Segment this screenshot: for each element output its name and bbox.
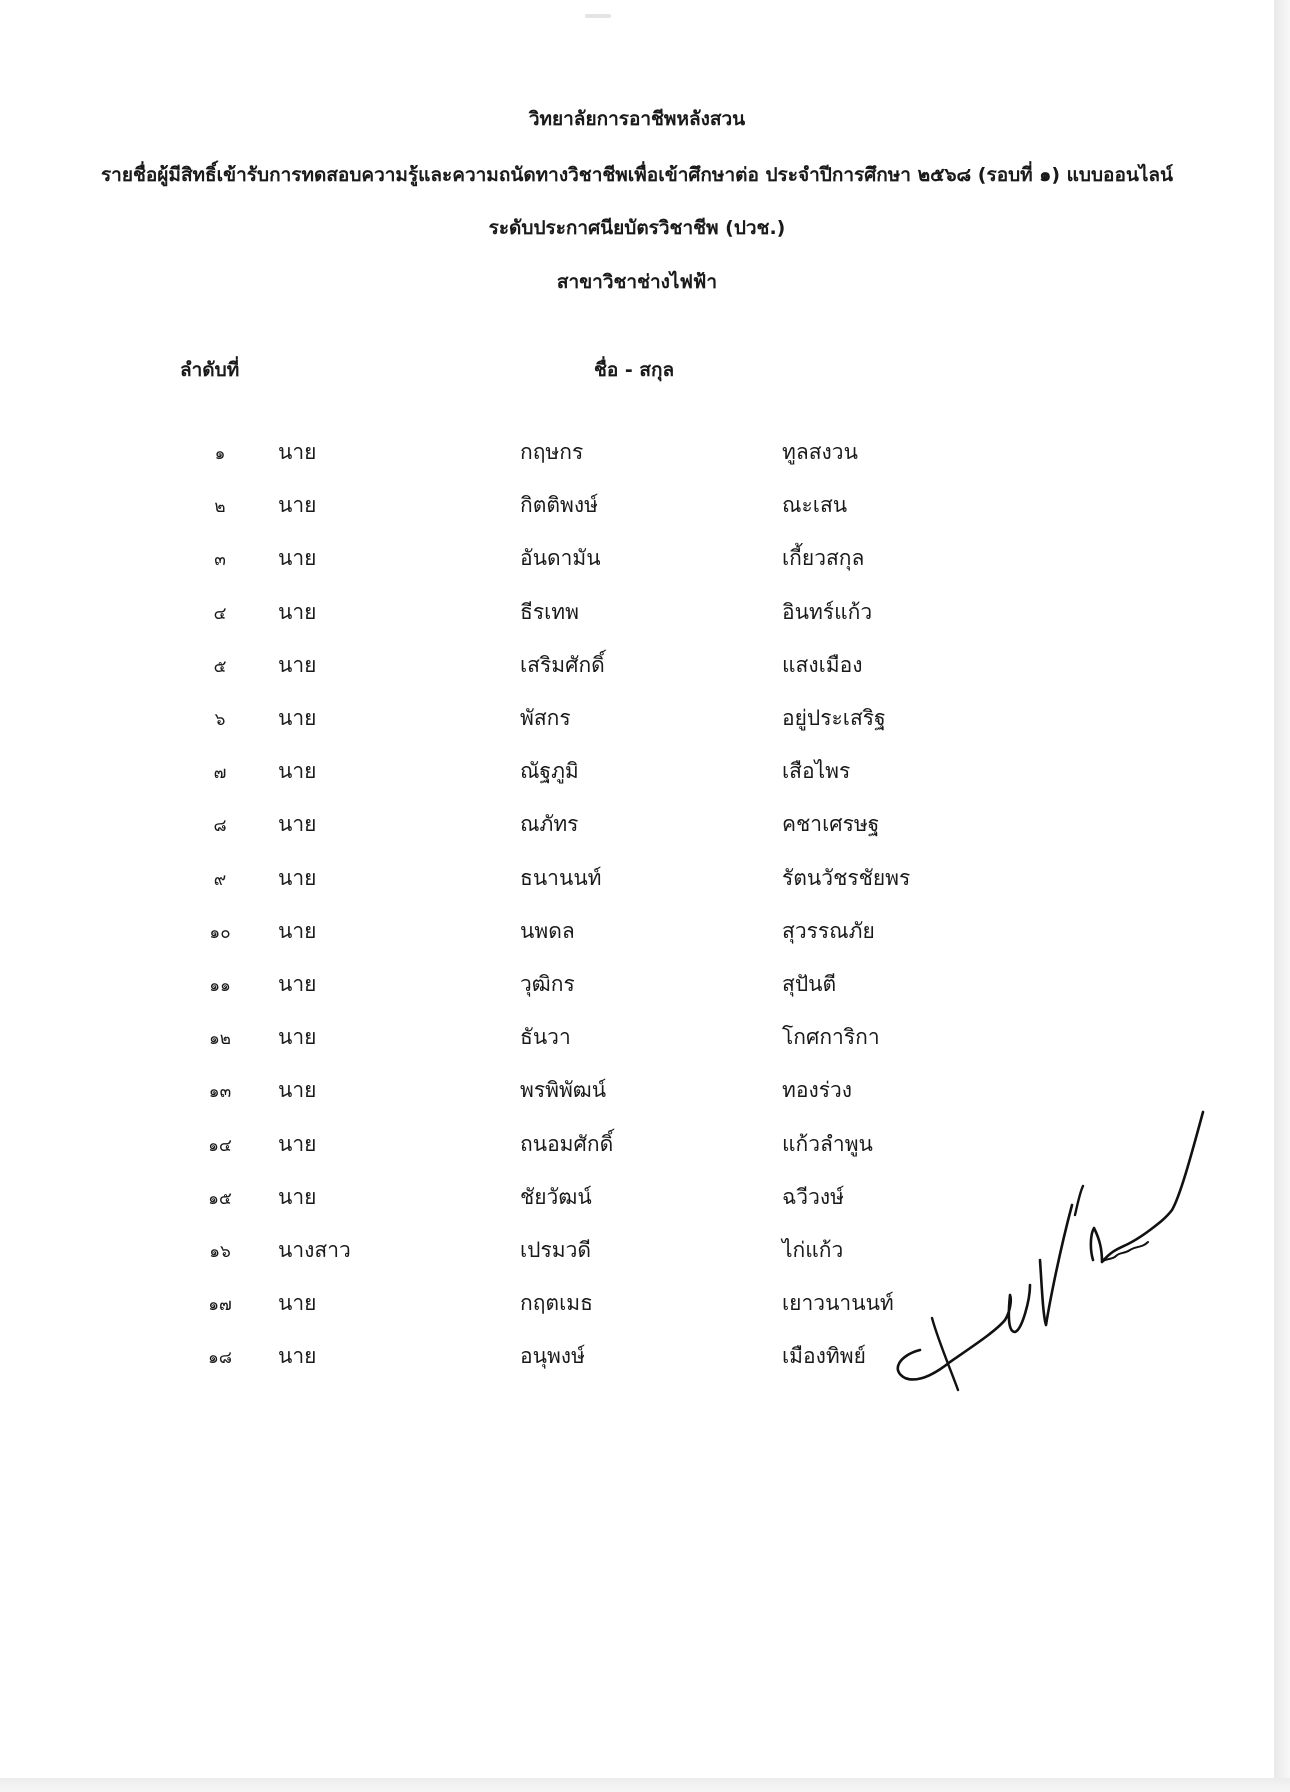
row-title: นาย (278, 1184, 317, 1209)
row-last-name: ทองร่วง (782, 1078, 853, 1103)
list-row (0, 489, 1274, 529)
row-first-name: ณัฐภูมิ (520, 759, 579, 784)
department-name: สาขาวิชาช่างไฟฟ้า (556, 271, 718, 293)
list-row (0, 596, 1274, 636)
document-title: รายชื่อผู้มีสิทธิ์เข้ารับการทดสอบความรู้และความถนัดทางวิชาชีพเพื่อเข้าศึกษาต่อ ประจำปีการศึกษา ๒๕๖๘ (รอบที่ ๑) แบบออนไลน์ (100, 164, 1174, 186)
row-last-name: โกศการิกา (782, 1025, 880, 1050)
row-title: นาย (278, 493, 317, 518)
row-last-name: รัตนวัชรชัยพร (782, 865, 911, 890)
row-number: ๙ (213, 869, 227, 890)
list-row (0, 1021, 1274, 1061)
list-row (0, 436, 1274, 476)
row-number: ๗ (213, 763, 227, 784)
row-number: ๔ (213, 603, 227, 624)
signature (880, 1100, 1220, 1480)
row-first-name: อันดามัน (520, 546, 601, 571)
row-number: ๑๔ (208, 1135, 232, 1156)
list-row (0, 968, 1274, 1008)
list-row (0, 702, 1274, 742)
row-last-name: เสือไพร (782, 759, 851, 784)
row-number: ๒ (214, 497, 226, 518)
row-first-name: กฤตเมธ (520, 1291, 593, 1316)
row-last-name: อยู่ประเสริฐ (782, 706, 886, 730)
education-level: ระดับประกาศนียบัตรวิชาชีพ (ปวช.) (488, 217, 786, 239)
row-first-name: ณภัทร (520, 812, 579, 837)
row-first-name: พรพิพัฒน์ (520, 1078, 607, 1103)
row-last-name: ทูลสงวน (782, 440, 858, 464)
row-first-name: เสริมศักดิ์ (520, 652, 605, 677)
row-last-name: ไก่แก้ว (782, 1238, 844, 1262)
row-title: นาย (278, 706, 317, 730)
row-number: ๑๘ (208, 1348, 232, 1369)
list-row (0, 862, 1274, 902)
row-title: นาย (278, 652, 317, 677)
row-title: นาย (278, 1291, 317, 1316)
column-header-name: ชื่อ - สกุล (594, 359, 675, 381)
row-last-name: ฉวีวงษ์ (782, 1184, 844, 1209)
row-last-name: แสงเมือง (782, 652, 863, 677)
row-number: ๑๒ (209, 1029, 231, 1050)
row-number: ๑๐ (209, 922, 231, 943)
row-last-name: ณะเสน (782, 493, 848, 518)
row-last-name: เกี้ยวสกุล (782, 546, 865, 571)
row-first-name: ธนานนท์ (520, 865, 602, 890)
list-row (0, 755, 1274, 795)
row-title: นาย (278, 759, 317, 784)
row-last-name: เมืองทิพย์ (782, 1344, 866, 1369)
row-title: นางสาว (278, 1238, 351, 1262)
row-last-name: คชาเศรษฐ (782, 812, 880, 837)
row-last-name: แก้วลำพูน (782, 1131, 873, 1156)
row-title: นาย (278, 812, 317, 837)
college-name: วิทยาลัยการอาชีพหลังสวน (528, 108, 746, 130)
row-last-name: สุปันตี (782, 972, 837, 996)
row-first-name: ธันวา (520, 1025, 571, 1050)
row-number: ๑๗ (208, 1295, 232, 1316)
page-edge-right (1274, 0, 1290, 1792)
row-last-name: อินทร์แก้ว (782, 599, 873, 624)
row-first-name: อนุพงษ์ (520, 1344, 585, 1369)
row-title: นาย (278, 918, 317, 943)
row-title: นาย (278, 1078, 317, 1103)
row-first-name: พัสกร (520, 706, 571, 730)
row-first-name: ธีรเทพ (520, 599, 579, 624)
row-number: ๑๓ (208, 1082, 232, 1103)
row-last-name: เยาวนานนท์ (782, 1291, 894, 1316)
row-first-name: กิตติพงษ์ (520, 493, 598, 518)
row-number: ๖ (214, 710, 226, 730)
page-edge-bottom (0, 1778, 1290, 1792)
row-number: ๘ (213, 816, 227, 837)
row-number: ๑๑ (209, 976, 231, 996)
row-number: ๑๖ (209, 1242, 231, 1262)
list-row (0, 542, 1274, 582)
row-title: นาย (278, 972, 317, 996)
column-header-number: ลำดับที่ (180, 359, 240, 381)
row-first-name: นพดล (520, 918, 575, 943)
list-row (0, 808, 1274, 848)
row-number: ๑ (214, 444, 226, 464)
row-number: ๕ (213, 656, 227, 677)
scan-mark (585, 14, 611, 18)
row-number: ๓ (214, 550, 226, 571)
row-first-name: ชัยวัฒน์ (520, 1184, 592, 1209)
row-title: นาย (278, 546, 317, 571)
row-title: นาย (278, 599, 317, 624)
row-title: นาย (278, 1025, 317, 1050)
row-first-name: เปรมวดี (520, 1238, 592, 1262)
row-number: ๑๕ (208, 1188, 232, 1209)
row-first-name: ถนอมศักดิ์ (520, 1131, 614, 1156)
row-title: นาย (278, 440, 317, 464)
row-first-name: กฤษกร (520, 440, 584, 464)
list-row (0, 915, 1274, 955)
row-last-name: สุวรรณภัย (782, 918, 875, 943)
row-title: นาย (278, 865, 317, 890)
list-row (0, 649, 1274, 689)
row-title: นาย (278, 1131, 317, 1156)
row-title: นาย (278, 1344, 317, 1369)
row-first-name: วุฒิกร (520, 972, 575, 996)
